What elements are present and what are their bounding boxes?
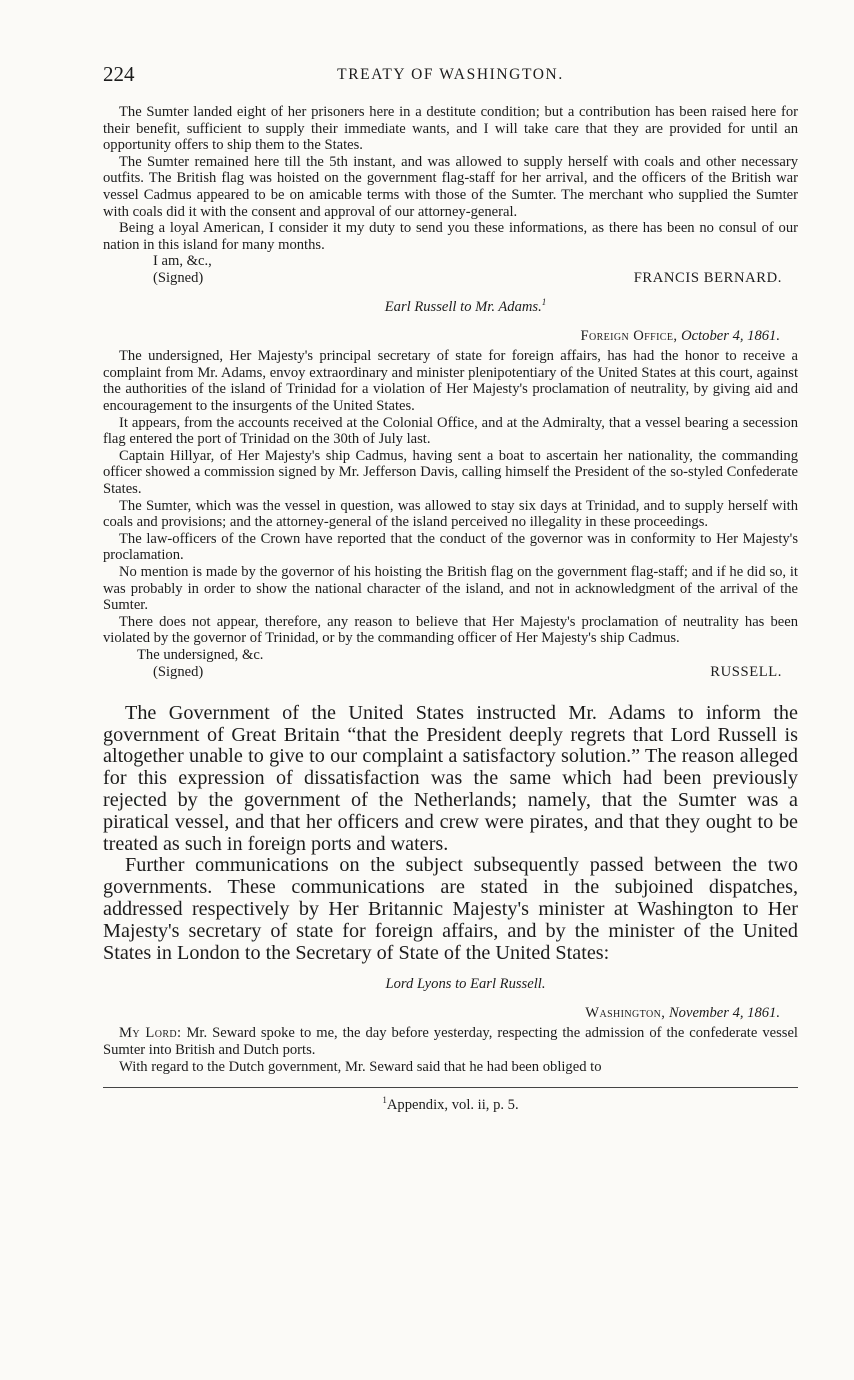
dateline — [103, 328, 780, 345]
paragraph: The law-officers of the Crown have reported that the conduct of the governor was in conformity to Her Majesty's proclamation. — [103, 530, 798, 564]
signed-label: (Signed) — [153, 270, 204, 287]
dateline-date: November 4, 1861. — [668, 1005, 780, 1022]
paragraph — [103, 1025, 798, 1058]
letter-title-text: Earl Russell to Mr. Adams. — [384, 299, 542, 316]
letter-closing — [103, 647, 798, 664]
signer-name: RUSSELL. — [710, 663, 782, 680]
footnote-reference: 1 — [541, 297, 547, 308]
paragraph: The undersigned, Her Majesty's principal secretary of state for foreign affairs, has had the honor to receive a complaint from Mr. Adams, envoy extraordinary and minister plenipotentiary of the United States at this court, against the authorities of the island of Trinidad for a violation of Her Majesty's proclamation of neutrality, by giving aid and encouragement to the insurgents of the United States. — [103, 348, 798, 414]
paragraph: No mention is made by the governor of his hoisting the British flag on the government flag-staff; and if he did so, it was probably in order to show the national character of the island, and not in acknowledgment of the arrival of the Sumter. — [103, 563, 798, 614]
signer-name: FRANCIS BERNARD. — [633, 270, 782, 287]
closing-text: I am, &c., — [153, 253, 212, 270]
main-text — [103, 703, 798, 965]
paragraph: It appears, from the accounts received at the Colonial Office, and at the Admiralty, that a vessel bearing a secession flag entered the port of Trinidad on the 30th of July last. — [103, 414, 798, 448]
dateline-place: Washington, — [585, 1005, 666, 1022]
letter-title — [133, 297, 798, 316]
running-title: TREATY OF WASHINGTON. — [337, 66, 564, 83]
paragraph: There does not appear, therefore, any reason to believe that Her Majesty's proclamation of neutrality has been violated by the governor of Trinidad, or by the commanding officer of Her Majesty's ship Cadmus. — [103, 613, 798, 647]
page-body — [103, 104, 798, 1114]
closing-text: The undersigned, &c. — [137, 646, 264, 663]
paragraph: The Government of the United States instructed Mr. Adams to inform the government of Great Britain “that the President deeply regrets that Lord Russell is altogether unable to give to our complaint a satisfactory solution.” The reason alleged for this expression of dissatisfaction was the same which had been previously rejected by the government of the Netherlands; namely, that the Sumter was a piratical vessel, and that her officers and crew were pirates, and that they ought to be treated as such in foreign ports and waters. — [103, 701, 798, 855]
paragraph: Being a loyal American, I consider it my duty to send you these informations, as there has been no consul of our nation in this island for many months. — [103, 220, 798, 253]
dateline-date: October 4, 1861. — [681, 328, 780, 345]
letter-lyons — [103, 1025, 798, 1075]
page-header — [103, 62, 798, 86]
paragraph: The Sumter landed eight of her prisoners here in a destitute condition; but a contribution has been raised here for their benefit, sufficient to supply their immediate wants, and I will take care that they are provided for until an opportunity offers to ship them to the States. — [103, 104, 798, 154]
letter-bernard — [103, 104, 798, 253]
signed-label: (Signed) — [153, 663, 204, 680]
salutation: My Lord: — [119, 1025, 182, 1042]
paragraph: The Sumter, which was the vessel in question, was allowed to stay six days at Trinidad, and to supply herself with coals and provisions; and the attorney-general of the island perceived no illegality in these proceedings. — [103, 497, 798, 531]
dateline — [103, 1005, 780, 1022]
page-number: 224 — [103, 62, 135, 86]
letter-title: Lord Lyons to Earl Russell. — [385, 976, 546, 993]
dateline-place: Foreign Office, — [580, 328, 678, 345]
paragraph: Further communications on the subject subsequently passed between the two governments. These communications are stated in the subjoined dispatches, addressed respectively by Her Britannic Majesty's minister at Washington to Her Majesty's secretary of state for foreign affairs, and by the minister of the United States in London to the Secretary of State of the United States: — [103, 854, 798, 964]
paragraph-text: Mr. Seward spoke to me, the day before yesterday, respecting the admission of the confederate vessel Sumter into British and Dutch ports. — [103, 1025, 798, 1059]
paragraph: With regard to the Dutch government, Mr. Seward said that he had been obliged to — [119, 1058, 602, 1075]
letter-signature — [103, 664, 798, 681]
paragraph: The Sumter remained here till the 5th instant, and was allowed to supply herself with coals and other necessary outfits. The British flag was hoisted on the government flag-staff for her arrival, and the officers of the British war vessel Cadmus appeared to be on amicable terms with those of the Sumter. The merchant who supplied the Sumter with coals did it with the consent and approval of our attorney-general. — [103, 153, 798, 220]
letter-signature — [103, 270, 798, 287]
letter-closing — [103, 253, 798, 270]
footnote-rule — [103, 1087, 798, 1088]
letter-russell — [103, 348, 798, 647]
paragraph: Captain Hillyar, of Her Majesty's ship Cadmus, having sent a boat to ascertain her nationality, the commanding officer showed a commission signed by Mr. Jefferson Davis, calling himself the President of the so-styled Confederate States. — [103, 447, 798, 497]
footnote — [103, 1095, 798, 1114]
footnote-mark: 1 — [382, 1095, 387, 1106]
footnote-text: Appendix, vol. ii, p. 5. — [386, 1097, 519, 1114]
